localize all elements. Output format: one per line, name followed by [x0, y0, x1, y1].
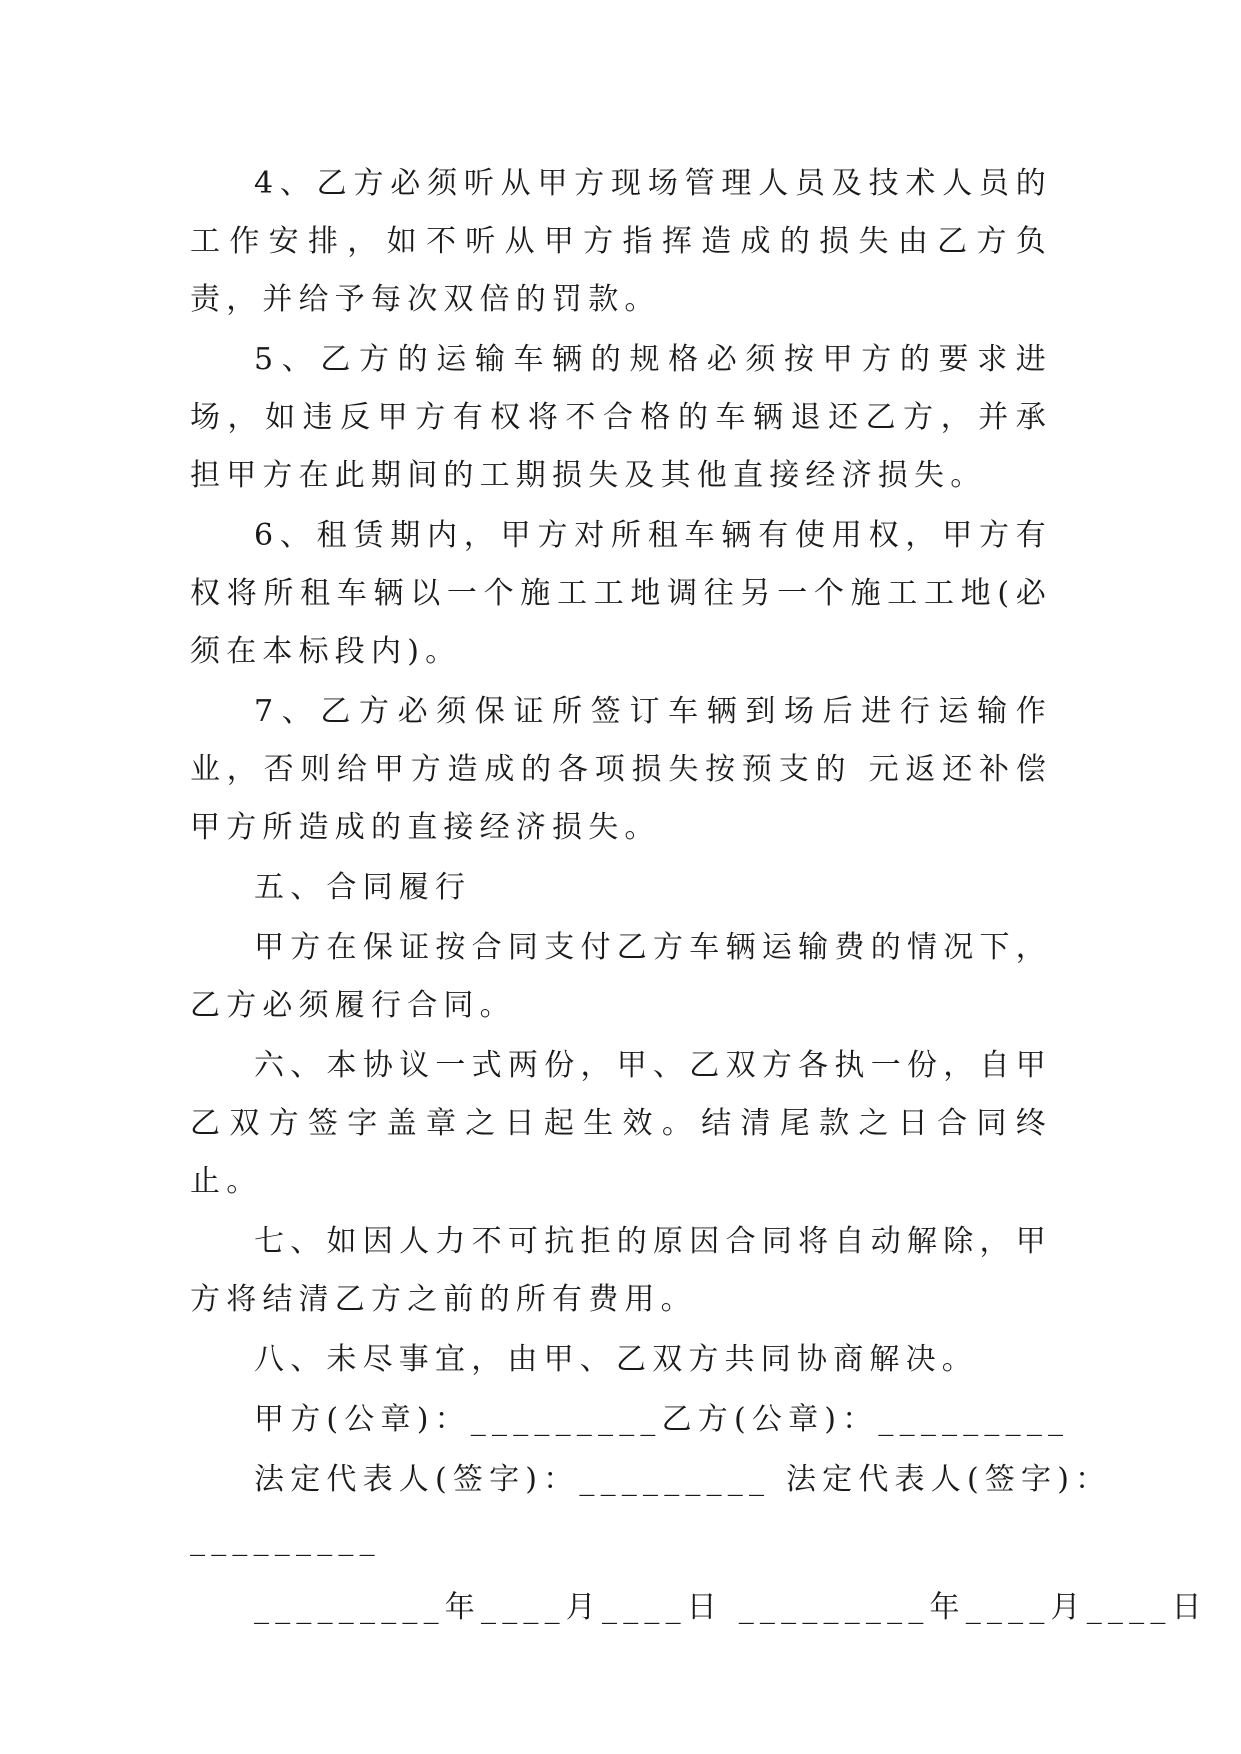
clause-6: 6、租赁期内，甲方对所租车辆有使用权，甲方有权将所租车辆以一个施工工地调往另一个施工工地(必须在本标段内)。 — [190, 518, 1052, 669]
section-six: 六、本协议一式两份，甲、乙双方各执一份，自甲乙双方签字盖章之日起生效。结清尾款之日合同终止。 — [190, 1048, 1052, 1199]
seal-line: 甲方(公章)：_________乙方(公章)：_________ — [254, 1402, 1070, 1437]
date-line: _________年____月____日 _________年____月____日 — [254, 1590, 1208, 1625]
contract-page — [190, 155, 1208, 1639]
clause-4: 4、乙方必须听从甲方现场管理人员及技术人员的工作安排，如不听从甲方指挥造成的损失由乙方负责，并给予每次双倍的罚款。 — [190, 166, 1052, 317]
clause-5: 5、乙方的运输车辆的规格必须按甲方的要求进场，如违反甲方有权将不合格的车辆退还乙方，并承担甲方在此期间的工期损失及其他直接经济损失。 — [190, 342, 1052, 493]
section-seven: 七、如因人力不可抗拒的原因合同将自动解除，甲方将结清乙方之前的所有费用。 — [190, 1224, 1052, 1317]
representative-line-continued: _________ — [190, 1522, 381, 1557]
representative-line: 法定代表人(签字)：_________ 法定代表人(签字)： — [254, 1462, 1112, 1497]
section-heading-contract-performance: 五、合同履行 — [254, 870, 472, 905]
section-eight: 八、未尽事宜，由甲、乙双方共同协商解决。 — [254, 1342, 978, 1377]
clause-7: 7、乙方必须保证所签订车辆到场后进行运输作业，否则给甲方造成的各项损失按预支的 元返还补偿甲方所造成的直接经济损失。 — [190, 694, 1052, 845]
contract-performance-text: 甲方在保证按合同支付乙方车辆运输费的情况下，乙方必须履行合同。 — [190, 930, 1052, 1023]
